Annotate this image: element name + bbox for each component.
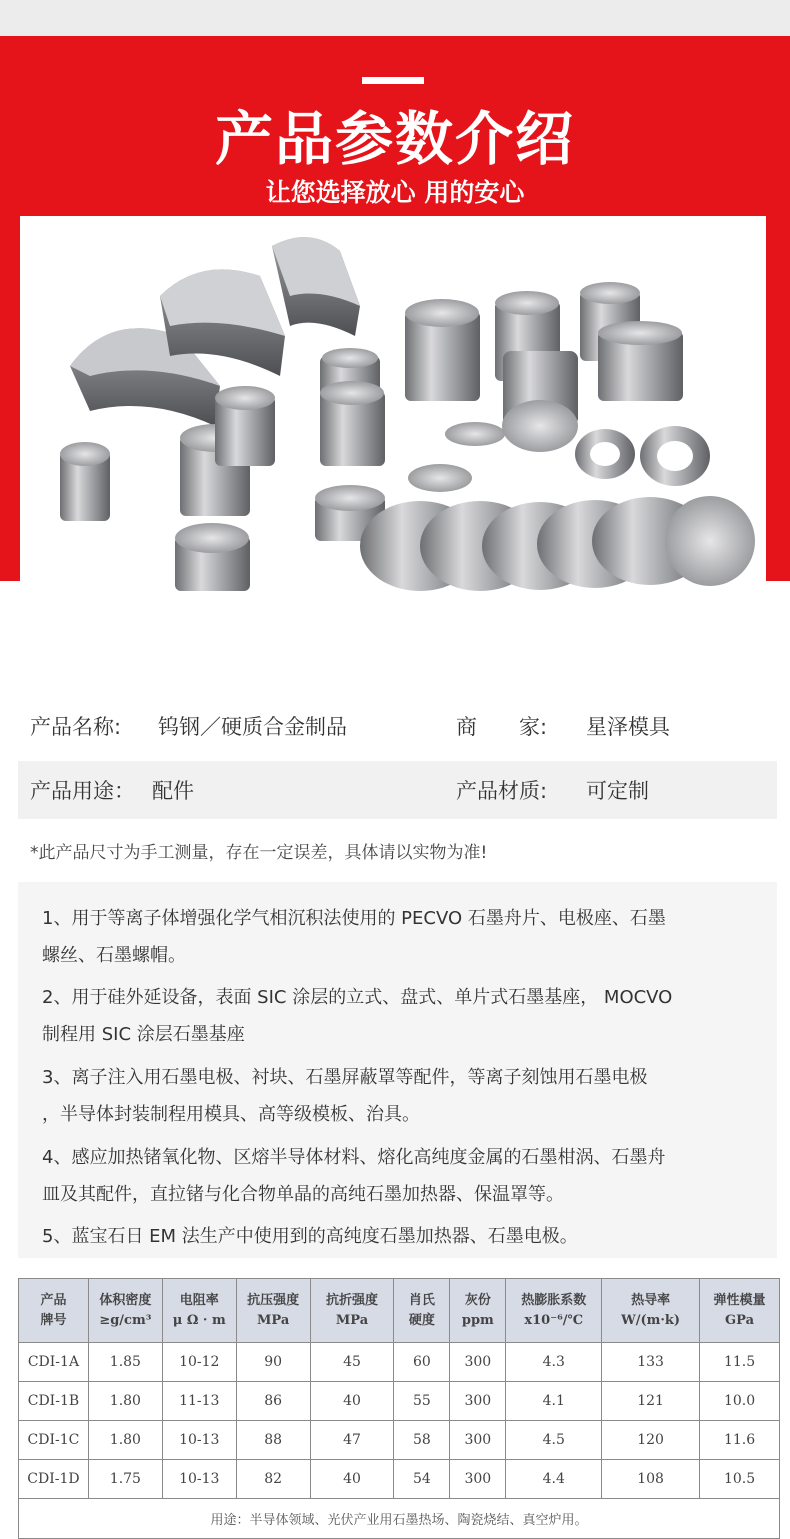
table-cell: 58	[394, 1421, 450, 1460]
material-label: 产品材质:	[456, 779, 548, 803]
table-cell: 10-13	[162, 1460, 236, 1499]
seller-value: 星泽模具	[586, 715, 670, 739]
application-line: 螺丝、石墨螺帽。	[42, 945, 186, 966]
measurement-note: *此产品尺寸为手工测量，存在一定误差，具体请以实物为准!	[30, 843, 488, 863]
banner-title: 产品参数介绍	[214, 105, 575, 173]
product-usage-label: 产品用途：	[30, 779, 135, 803]
table-cell: 1.80	[88, 1421, 162, 1460]
table-cell: 300	[450, 1382, 506, 1421]
table-cell: 88	[236, 1421, 310, 1460]
application-line: 3、离子注入用石墨电极、衬块、石墨屏蔽罩等配件，等离子刻蚀用石墨电极	[42, 1067, 648, 1088]
ring-part	[575, 429, 635, 479]
table-row	[19, 1343, 780, 1382]
table-cell: 4.5	[506, 1421, 602, 1460]
table-cell: 11.6	[700, 1421, 780, 1460]
application-line: 2、用于硅外延设备，表面 SIC 涂层的立式、盘式、单片式石墨基座， MOCVO	[42, 987, 673, 1008]
product-photo	[20, 216, 766, 636]
cylinder-part	[175, 523, 250, 591]
carbide-parts-image	[20, 216, 766, 636]
col-header: 抗压强度 MPa	[236, 1279, 310, 1343]
ring-part	[640, 426, 710, 486]
info-row-usage	[18, 761, 777, 819]
table-cell: 11.5	[700, 1343, 780, 1382]
col-header: 体积密度 ≥g/cm³	[88, 1279, 162, 1343]
table-cell: 45	[310, 1343, 394, 1382]
table-cell: 11-13	[162, 1382, 236, 1421]
grade-cell: CDI-1A	[19, 1343, 89, 1382]
table-cell: 108	[602, 1460, 700, 1499]
table-cell: 300	[450, 1343, 506, 1382]
table-header-row	[19, 1279, 780, 1343]
cylinder-part	[598, 321, 683, 401]
table-cell: 82	[236, 1460, 310, 1499]
table-row	[19, 1460, 780, 1499]
table-cell: 10.5	[700, 1460, 780, 1499]
table-cell: 54	[394, 1460, 450, 1499]
cylinder-part	[405, 299, 480, 401]
table-cell: 4.3	[506, 1343, 602, 1382]
grade-cell: CDI-1B	[19, 1382, 89, 1421]
table-cell: 300	[450, 1421, 506, 1460]
col-header: 肖氏 硬度	[394, 1279, 450, 1343]
col-header: 电阻率 μ Ω · m	[162, 1279, 236, 1343]
col-header: 热导率 W/(m·k)	[602, 1279, 700, 1343]
table-cell: 121	[602, 1382, 700, 1421]
material-value: 可定制	[586, 779, 649, 803]
table-row	[19, 1382, 780, 1421]
col-header: 抗折强度 MPa	[310, 1279, 394, 1343]
arch-block	[272, 237, 360, 336]
table-cell: 120	[602, 1421, 700, 1460]
table-cell: 40	[310, 1382, 394, 1421]
table-cell: 1.75	[88, 1460, 162, 1499]
banner-subtitle: 让您选择放心 用的安心	[265, 178, 525, 207]
title-dash	[362, 77, 424, 84]
table-cell: 86	[236, 1382, 310, 1421]
table-cell: 133	[602, 1343, 700, 1382]
application-line: 制程用 SIC 涂层石墨基座	[42, 1024, 245, 1045]
col-header: 弹性模量 GPa	[700, 1279, 780, 1343]
table-footer-row	[19, 1499, 780, 1539]
application-line: 皿及其配件，直拉锗与化合物单晶的高纯石墨加热器、保温罩等。	[42, 1184, 564, 1205]
col-header: 产品 牌号	[19, 1279, 89, 1343]
table-cell: 1.80	[88, 1382, 162, 1421]
small-disc	[408, 464, 472, 492]
small-disc	[445, 422, 505, 446]
spec-table	[18, 1278, 780, 1539]
seller-label: 商 家:	[456, 715, 548, 739]
grade-cell: CDI-1D	[19, 1460, 89, 1499]
table-cell: 90	[236, 1343, 310, 1382]
product-name-value: 钨钢／硬质合金制品	[158, 715, 347, 739]
table-cell: 300	[450, 1460, 506, 1499]
col-header: 热膨胀系数 x10⁻⁶/℃	[506, 1279, 602, 1343]
info-row-name	[18, 697, 777, 755]
table-cell: 40	[310, 1460, 394, 1499]
table-cell: 10-12	[162, 1343, 236, 1382]
product-usage-value: 配件	[152, 779, 194, 803]
cylinder-part	[60, 442, 110, 521]
cylinder-part	[215, 386, 275, 466]
cylinder-part	[502, 351, 578, 452]
table-row	[19, 1421, 780, 1460]
usage-footer: 用途：半导体领域、光伏产业用石墨热场、陶瓷烧结、真空炉用。	[19, 1499, 780, 1539]
application-line: 5、蓝宝石日 EM 法生产中使用到的高纯度石墨加热器、石墨电极。	[42, 1226, 578, 1247]
product-name-label: 产品名称:	[30, 715, 122, 739]
table-cell: 4.1	[506, 1382, 602, 1421]
top-strip	[0, 0, 790, 36]
applications-list	[18, 882, 777, 1258]
table-cell: 10.0	[700, 1382, 780, 1421]
application-line: 4、感应加热锗氧化物、区熔半导体材料、熔化高纯度金属的石墨柑涡、石墨舟	[42, 1147, 666, 1168]
table-cell: 47	[310, 1421, 394, 1460]
grade-cell: CDI-1C	[19, 1421, 89, 1460]
application-line: ，半导体封装制程用模具、高等级模板、治具。	[42, 1104, 420, 1125]
table-cell: 10-13	[162, 1421, 236, 1460]
table-cell: 60	[394, 1343, 450, 1382]
table-cell: 55	[394, 1382, 450, 1421]
cylinder-part	[320, 381, 385, 466]
table-cell: 1.85	[88, 1343, 162, 1382]
application-line: 1、用于等离子体增强化学气相沉积法使用的 PECVO 石墨舟片、电极座、石墨	[42, 908, 666, 929]
col-header: 灰份 ppm	[450, 1279, 506, 1343]
table-cell: 4.4	[506, 1460, 602, 1499]
disc-row	[360, 496, 755, 591]
